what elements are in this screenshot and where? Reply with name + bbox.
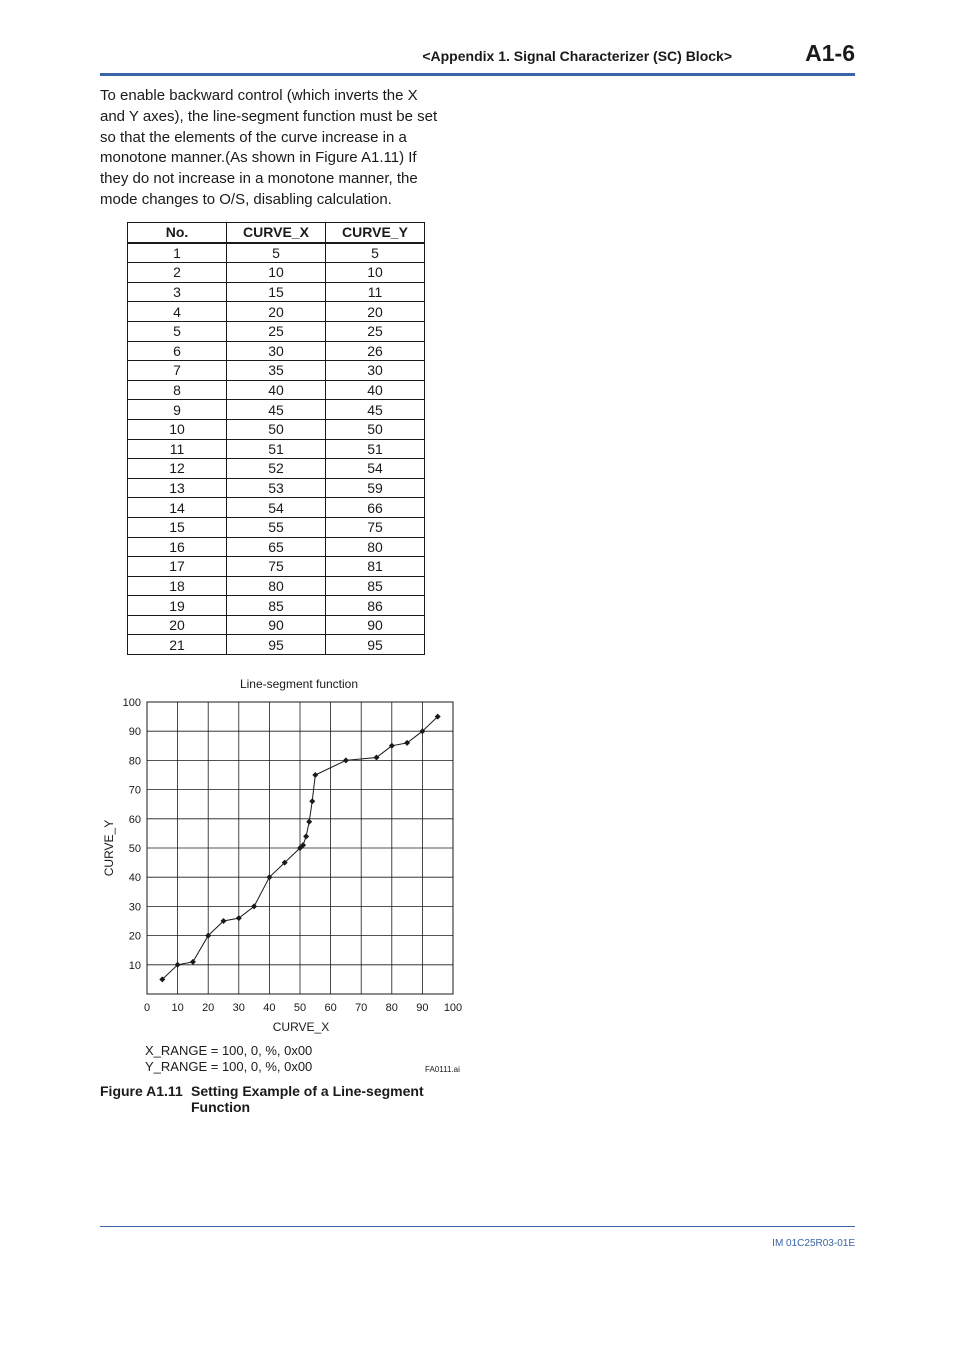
cell-curve-y: 10 [326, 263, 425, 283]
x-tick-label: 90 [416, 1002, 429, 1014]
table-row [128, 341, 425, 361]
table-row [128, 635, 425, 655]
x-range-text: X_RANGE = 100, 0, %, 0x00 [145, 1043, 313, 1058]
cell-curve-y: 5 [326, 243, 425, 263]
chart-title: Line-segment function [239, 677, 359, 691]
cell-no: 17 [128, 557, 227, 577]
table-row [128, 439, 425, 459]
table-row [128, 243, 425, 263]
cell-curve-y: 54 [326, 459, 425, 479]
cell-curve-x: 30 [227, 341, 326, 361]
cell-no: 19 [128, 596, 227, 616]
cell-no: 11 [128, 439, 227, 459]
intro-paragraph: To enable backward control (which inverts the X and Y axes), the line-segment function must be set so that the elements of the curve increase in a monotone manner.(As shown in Figure A1.11) If they do not increase in a monotone manner, the mode changes to O/S, disabling calculation. [100, 87, 438, 208]
cell-curve-y: 45 [326, 400, 425, 420]
cell-curve-y: 81 [326, 557, 425, 577]
y-tick-label: 30 [128, 901, 141, 914]
x-tick-label: 60 [324, 1002, 337, 1014]
curve-table [127, 222, 425, 655]
cell-no: 20 [128, 615, 227, 635]
cell-curve-y: 50 [326, 419, 425, 439]
table-row [128, 321, 425, 341]
cell-curve-x: 50 [227, 419, 326, 439]
cell-curve-y: 75 [326, 517, 425, 537]
data-point [309, 798, 315, 804]
table-header-row [128, 223, 425, 243]
cell-no: 14 [128, 498, 227, 518]
table-row [128, 498, 425, 518]
cell-curve-y: 85 [326, 576, 425, 596]
cell-curve-x: 95 [227, 635, 326, 655]
cell-no: 18 [128, 576, 227, 596]
cell-no: 12 [128, 459, 227, 479]
footer-rule [100, 1226, 855, 1227]
cell-curve-x: 25 [227, 321, 326, 341]
data-point [303, 833, 309, 839]
cell-no: 2 [128, 263, 227, 283]
cell-curve-y: 59 [326, 478, 425, 498]
data-point [312, 772, 318, 778]
x-axis-label: CURVE_X [272, 1020, 330, 1034]
figure-title: Setting Example of a Line-segment Function [191, 1083, 424, 1115]
cell-curve-x: 45 [227, 400, 326, 420]
cell-curve-x: 53 [227, 478, 326, 498]
cell-curve-x: 55 [227, 517, 326, 537]
table-row [128, 517, 425, 537]
table-row [128, 282, 425, 302]
file-tag: FA0111.ai [425, 1065, 460, 1074]
cell-no: 6 [128, 341, 227, 361]
running-header-title: <Appendix 1. Signal Characterizer (SC) Block> [422, 48, 732, 64]
x-tick-label: 100 [443, 1002, 463, 1014]
cell-curve-y: 80 [326, 537, 425, 557]
cell-curve-x: 35 [227, 361, 326, 381]
column-header-curve-y: CURVE_Y [326, 223, 425, 243]
y-tick-label: 50 [128, 843, 141, 855]
cell-no: 8 [128, 380, 227, 400]
x-tick-label: 70 [355, 1002, 368, 1014]
cell-no: 7 [128, 361, 227, 381]
table-row [128, 596, 425, 616]
cell-no: 16 [128, 537, 227, 557]
y-tick-label: 60 [128, 813, 141, 826]
cell-curve-x: 52 [227, 459, 326, 479]
cell-no: 15 [128, 517, 227, 537]
cell-curve-x: 15 [227, 282, 326, 302]
table-row [128, 400, 425, 420]
cell-curve-x: 51 [227, 439, 326, 459]
table-row [128, 615, 425, 635]
x-tick-label: 80 [385, 1002, 398, 1014]
y-tick-label: 80 [128, 755, 141, 768]
table-row [128, 302, 425, 322]
cell-curve-x: 65 [227, 537, 326, 557]
y-range-text: Y_RANGE = 100, 0, %, 0x00 [145, 1059, 313, 1074]
y-tick-label: 20 [128, 930, 141, 943]
table-row [128, 361, 425, 381]
column-header-no: No. [128, 223, 227, 243]
y-tick-label: 10 [128, 959, 141, 972]
table-row [128, 419, 425, 439]
table-row [128, 537, 425, 557]
y-tick-label: 40 [128, 872, 141, 885]
table-body [128, 243, 425, 655]
cell-no: 9 [128, 400, 227, 420]
cell-no: 5 [128, 321, 227, 341]
cell-curve-y: 95 [326, 635, 425, 655]
cell-no: 13 [128, 478, 227, 498]
table-row [128, 263, 425, 283]
x-tick-label: 10 [171, 1002, 184, 1014]
cell-curve-y: 51 [326, 439, 425, 459]
x-tick-label: 20 [202, 1002, 215, 1014]
table-row [128, 380, 425, 400]
cell-curve-x: 20 [227, 302, 326, 322]
cell-curve-y: 86 [326, 596, 425, 616]
cell-curve-x: 90 [227, 615, 326, 635]
table-row [128, 478, 425, 498]
cell-curve-y: 30 [326, 361, 425, 381]
header-rule [100, 73, 855, 76]
x-tick-label: 50 [293, 1002, 307, 1014]
cell-curve-x: 80 [227, 576, 326, 596]
cell-curve-y: 90 [326, 615, 425, 635]
table-row [128, 459, 425, 479]
x-tick-label: 30 [232, 1002, 245, 1014]
column-header-curve-x: CURVE_X [227, 223, 326, 243]
x-tick-label: 40 [263, 1002, 276, 1014]
y-tick-label: 100 [122, 697, 141, 709]
data-point [306, 819, 312, 825]
cell-curve-x: 54 [227, 498, 326, 518]
cell-no: 1 [128, 243, 227, 263]
footer-doc-id: IM 01C25R03-01E [772, 1238, 855, 1249]
y-tick-label: 90 [128, 726, 141, 739]
cell-curve-y: 26 [326, 341, 425, 361]
figure-label: Figure A1.11 [100, 1083, 183, 1099]
cell-curve-x: 40 [227, 380, 326, 400]
cell-curve-y: 20 [326, 302, 425, 322]
page-number: A1-6 [805, 40, 855, 66]
line-segment-chart [95, 672, 475, 1034]
data-point [343, 757, 349, 763]
cell-curve-x: 10 [227, 263, 326, 283]
cell-no: 10 [128, 419, 227, 439]
y-tick-label: 70 [128, 784, 141, 797]
y-axis-label: CURVE_Y [102, 819, 116, 877]
cell-no: 4 [128, 302, 227, 322]
chart-svg [95, 672, 475, 1034]
table-row [128, 557, 425, 577]
data-point [190, 959, 196, 965]
cell-curve-y: 25 [326, 321, 425, 341]
cell-curve-y: 11 [326, 282, 425, 302]
cell-curve-x: 5 [227, 243, 326, 263]
cell-curve-y: 40 [326, 380, 425, 400]
table-row [128, 576, 425, 596]
cell-no: 3 [128, 282, 227, 302]
x-tick-label: 0 [143, 1002, 151, 1014]
cell-curve-x: 85 [227, 596, 326, 616]
cell-curve-x: 75 [227, 557, 326, 577]
cell-no: 21 [128, 635, 227, 655]
cell-curve-y: 66 [326, 498, 425, 518]
